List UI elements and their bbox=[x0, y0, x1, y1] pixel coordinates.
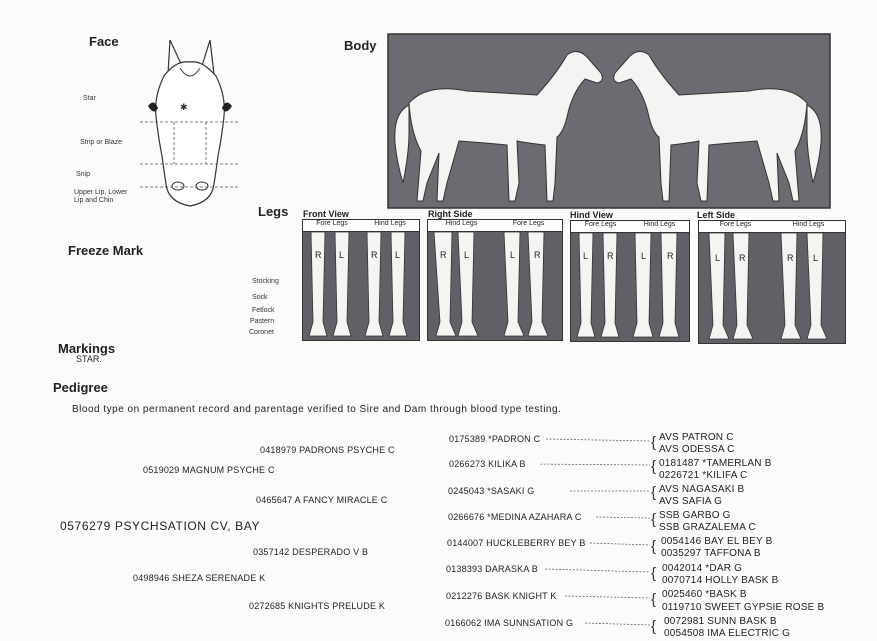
legs-hind-letter-2: R bbox=[607, 251, 614, 261]
legs-right-right-header: Fore Legs bbox=[512, 220, 545, 227]
pedigree-gen4-14: 0119710 SWEET GYPSIE ROSE B bbox=[662, 602, 825, 613]
pedigree-gen4-5: AVS NAGASAKI B bbox=[659, 484, 745, 495]
leg-label-coronet: Coronet bbox=[249, 329, 274, 336]
pedigree-connectors bbox=[540, 430, 665, 641]
face-label-star: Star bbox=[83, 95, 96, 102]
pedigree-gen4-10: 0035297 TAFFONA B bbox=[661, 548, 761, 559]
legs-front-left-header: Fore Legs bbox=[316, 220, 348, 227]
face-label-lips-1: Upper Lip, Lower bbox=[74, 189, 128, 196]
pedigree-gen4-8: SSB GRAZALEMA C bbox=[659, 522, 756, 533]
body-diagram bbox=[387, 33, 833, 211]
svg-text:{: { bbox=[651, 458, 657, 475]
legs-panel-front bbox=[302, 219, 420, 341]
pedigree-gen4-1: AVS PATRON C bbox=[659, 432, 734, 443]
pedigree-gen4-16: 0054508 IMA ELECTRIC G bbox=[664, 628, 791, 639]
pedigree-gen4-9: 0054146 BAY EL BEY B bbox=[661, 536, 773, 547]
legs-left-letter-4: L bbox=[813, 253, 819, 263]
legs-left-left-header: Fore Legs bbox=[719, 221, 752, 228]
svg-text:{: { bbox=[651, 538, 657, 555]
face-diagram bbox=[140, 36, 240, 211]
legs-left-letter-2: R bbox=[739, 253, 746, 263]
pedigree-gen4-12: 0070714 HOLLY BASK B bbox=[662, 575, 779, 586]
pedigree-gen3-7: 0212276 BASK KNIGHT K bbox=[446, 591, 557, 601]
pedigree-title: Pedigree bbox=[53, 380, 108, 395]
svg-text:{: { bbox=[651, 484, 657, 501]
legs-front-letter-3: R bbox=[371, 250, 378, 260]
legs-view-hind-title: Hind View bbox=[570, 210, 613, 220]
legs-left-letter-3: R bbox=[787, 253, 794, 263]
legs-view-left-title: Left Side bbox=[697, 210, 736, 220]
pedigree-gen3-3: 0245043 *SASAKI G bbox=[448, 486, 535, 496]
pedigree-gen4-11: 0042014 *DAR G bbox=[662, 563, 743, 574]
pedigree-gen3-6: 0138393 DARASKA B bbox=[446, 564, 538, 574]
svg-text:{: { bbox=[651, 565, 657, 582]
legs-right-letter-1: R bbox=[440, 250, 447, 260]
leg-label-fetlock: Fetlock bbox=[252, 307, 275, 314]
body-title: Body bbox=[344, 38, 377, 53]
legs-panel-hind bbox=[570, 220, 690, 342]
pedigree-sire: 0519029 MAGNUM PSYCHE C bbox=[143, 465, 275, 475]
leg-label-sock: Sock bbox=[252, 294, 268, 301]
legs-view-front-title: Front View bbox=[303, 209, 349, 219]
pedigree-gen3-5: 0144007 HUCKLEBERRY BEY B bbox=[447, 538, 586, 548]
legs-right-letter-2: L bbox=[464, 250, 470, 260]
legs-left-right-header: Hind Legs bbox=[792, 221, 825, 228]
svg-text:{: { bbox=[651, 591, 657, 608]
legs-front-letter-2: L bbox=[339, 250, 345, 260]
pedigree-gen4-3: 0181487 *TAMERLAN B bbox=[659, 458, 772, 469]
legs-hind-letter-1: L bbox=[583, 251, 589, 261]
pedigree-subject: 0576279 PSYCHSATION CV, BAY bbox=[60, 519, 261, 533]
face-label-lips-2: Lip and Chin bbox=[74, 197, 114, 204]
pedigree-gen4-13: 0025460 *BASK B bbox=[662, 589, 747, 600]
pedigree-gen2-2: 0465647 A FANCY MIRACLE C bbox=[256, 495, 388, 505]
pedigree-gen4-6: AVS SAFIA G bbox=[659, 496, 723, 507]
legs-panel-right bbox=[427, 219, 563, 341]
legs-hind-right-header: Hind Legs bbox=[643, 221, 676, 228]
pedigree-gen3-8: 0166062 IMA SUNNSATION G bbox=[445, 618, 574, 628]
pedigree-gen2-4: 0272685 KNIGHTS PRELUDE K bbox=[249, 601, 386, 611]
legs-panel-left bbox=[698, 220, 846, 344]
svg-text:✱: ✱ bbox=[180, 102, 188, 112]
freeze-mark-title: Freeze Mark bbox=[68, 243, 144, 258]
pedigree-gen4-15: 0072981 SUNN BASK B bbox=[664, 616, 777, 627]
face-title: Face bbox=[89, 34, 119, 49]
legs-right-letter-3: L bbox=[510, 250, 516, 260]
pedigree-note: Blood type on permanent record and parentage verified to Sire and Dam through blood type testing. bbox=[72, 404, 562, 415]
legs-left-letter-1: L bbox=[715, 253, 721, 263]
markings-title: Markings bbox=[58, 341, 116, 356]
legs-title: Legs bbox=[258, 204, 289, 219]
pedigree-gen3-2: 0266273 KILIKA B bbox=[449, 459, 526, 469]
leg-label-stocking: Stocking bbox=[252, 278, 279, 285]
legs-front-letter-1: R bbox=[315, 250, 322, 260]
legs-front-right-header: Hind Legs bbox=[374, 220, 406, 227]
markings-value: STAR. bbox=[76, 354, 102, 364]
pedigree-gen2-3: 0357142 DESPERADO V B bbox=[253, 547, 369, 557]
pedigree-dam: 0498946 SHEZA SERENADE K bbox=[133, 573, 266, 583]
legs-hind-letter-3: L bbox=[641, 251, 647, 261]
legs-right-letter-4: R bbox=[534, 250, 541, 260]
legs-front-letter-4: L bbox=[395, 250, 401, 260]
leg-label-pastern: Pastern bbox=[250, 318, 275, 325]
legs-view-right-title: Right Side bbox=[428, 209, 473, 219]
face-label-strip: Strip or Blaze bbox=[80, 139, 123, 146]
pedigree-gen4-4: 0226721 *KILIFA C bbox=[659, 470, 748, 481]
legs-right-left-header: Hind Legs bbox=[445, 220, 478, 227]
legs-hind-letter-4: R bbox=[667, 251, 674, 261]
face-label-snip: Snip bbox=[76, 171, 91, 178]
pedigree-gen4-7: SSB GARBO G bbox=[659, 510, 731, 521]
pedigree-gen3-4: 0266676 *MEDINA AZAHARA C bbox=[448, 512, 582, 522]
pedigree-gen4-2: AVS ODESSA C bbox=[659, 444, 735, 455]
svg-text:{: { bbox=[651, 618, 657, 635]
legs-hind-left-header: Fore Legs bbox=[584, 221, 617, 228]
pedigree-gen3-1: 0175389 *PADRON C bbox=[449, 434, 541, 444]
svg-text:{: { bbox=[651, 434, 657, 451]
pedigree-gen2-1: 0418979 PADRONS PSYCHE C bbox=[260, 445, 395, 455]
svg-text:{: { bbox=[651, 511, 657, 528]
